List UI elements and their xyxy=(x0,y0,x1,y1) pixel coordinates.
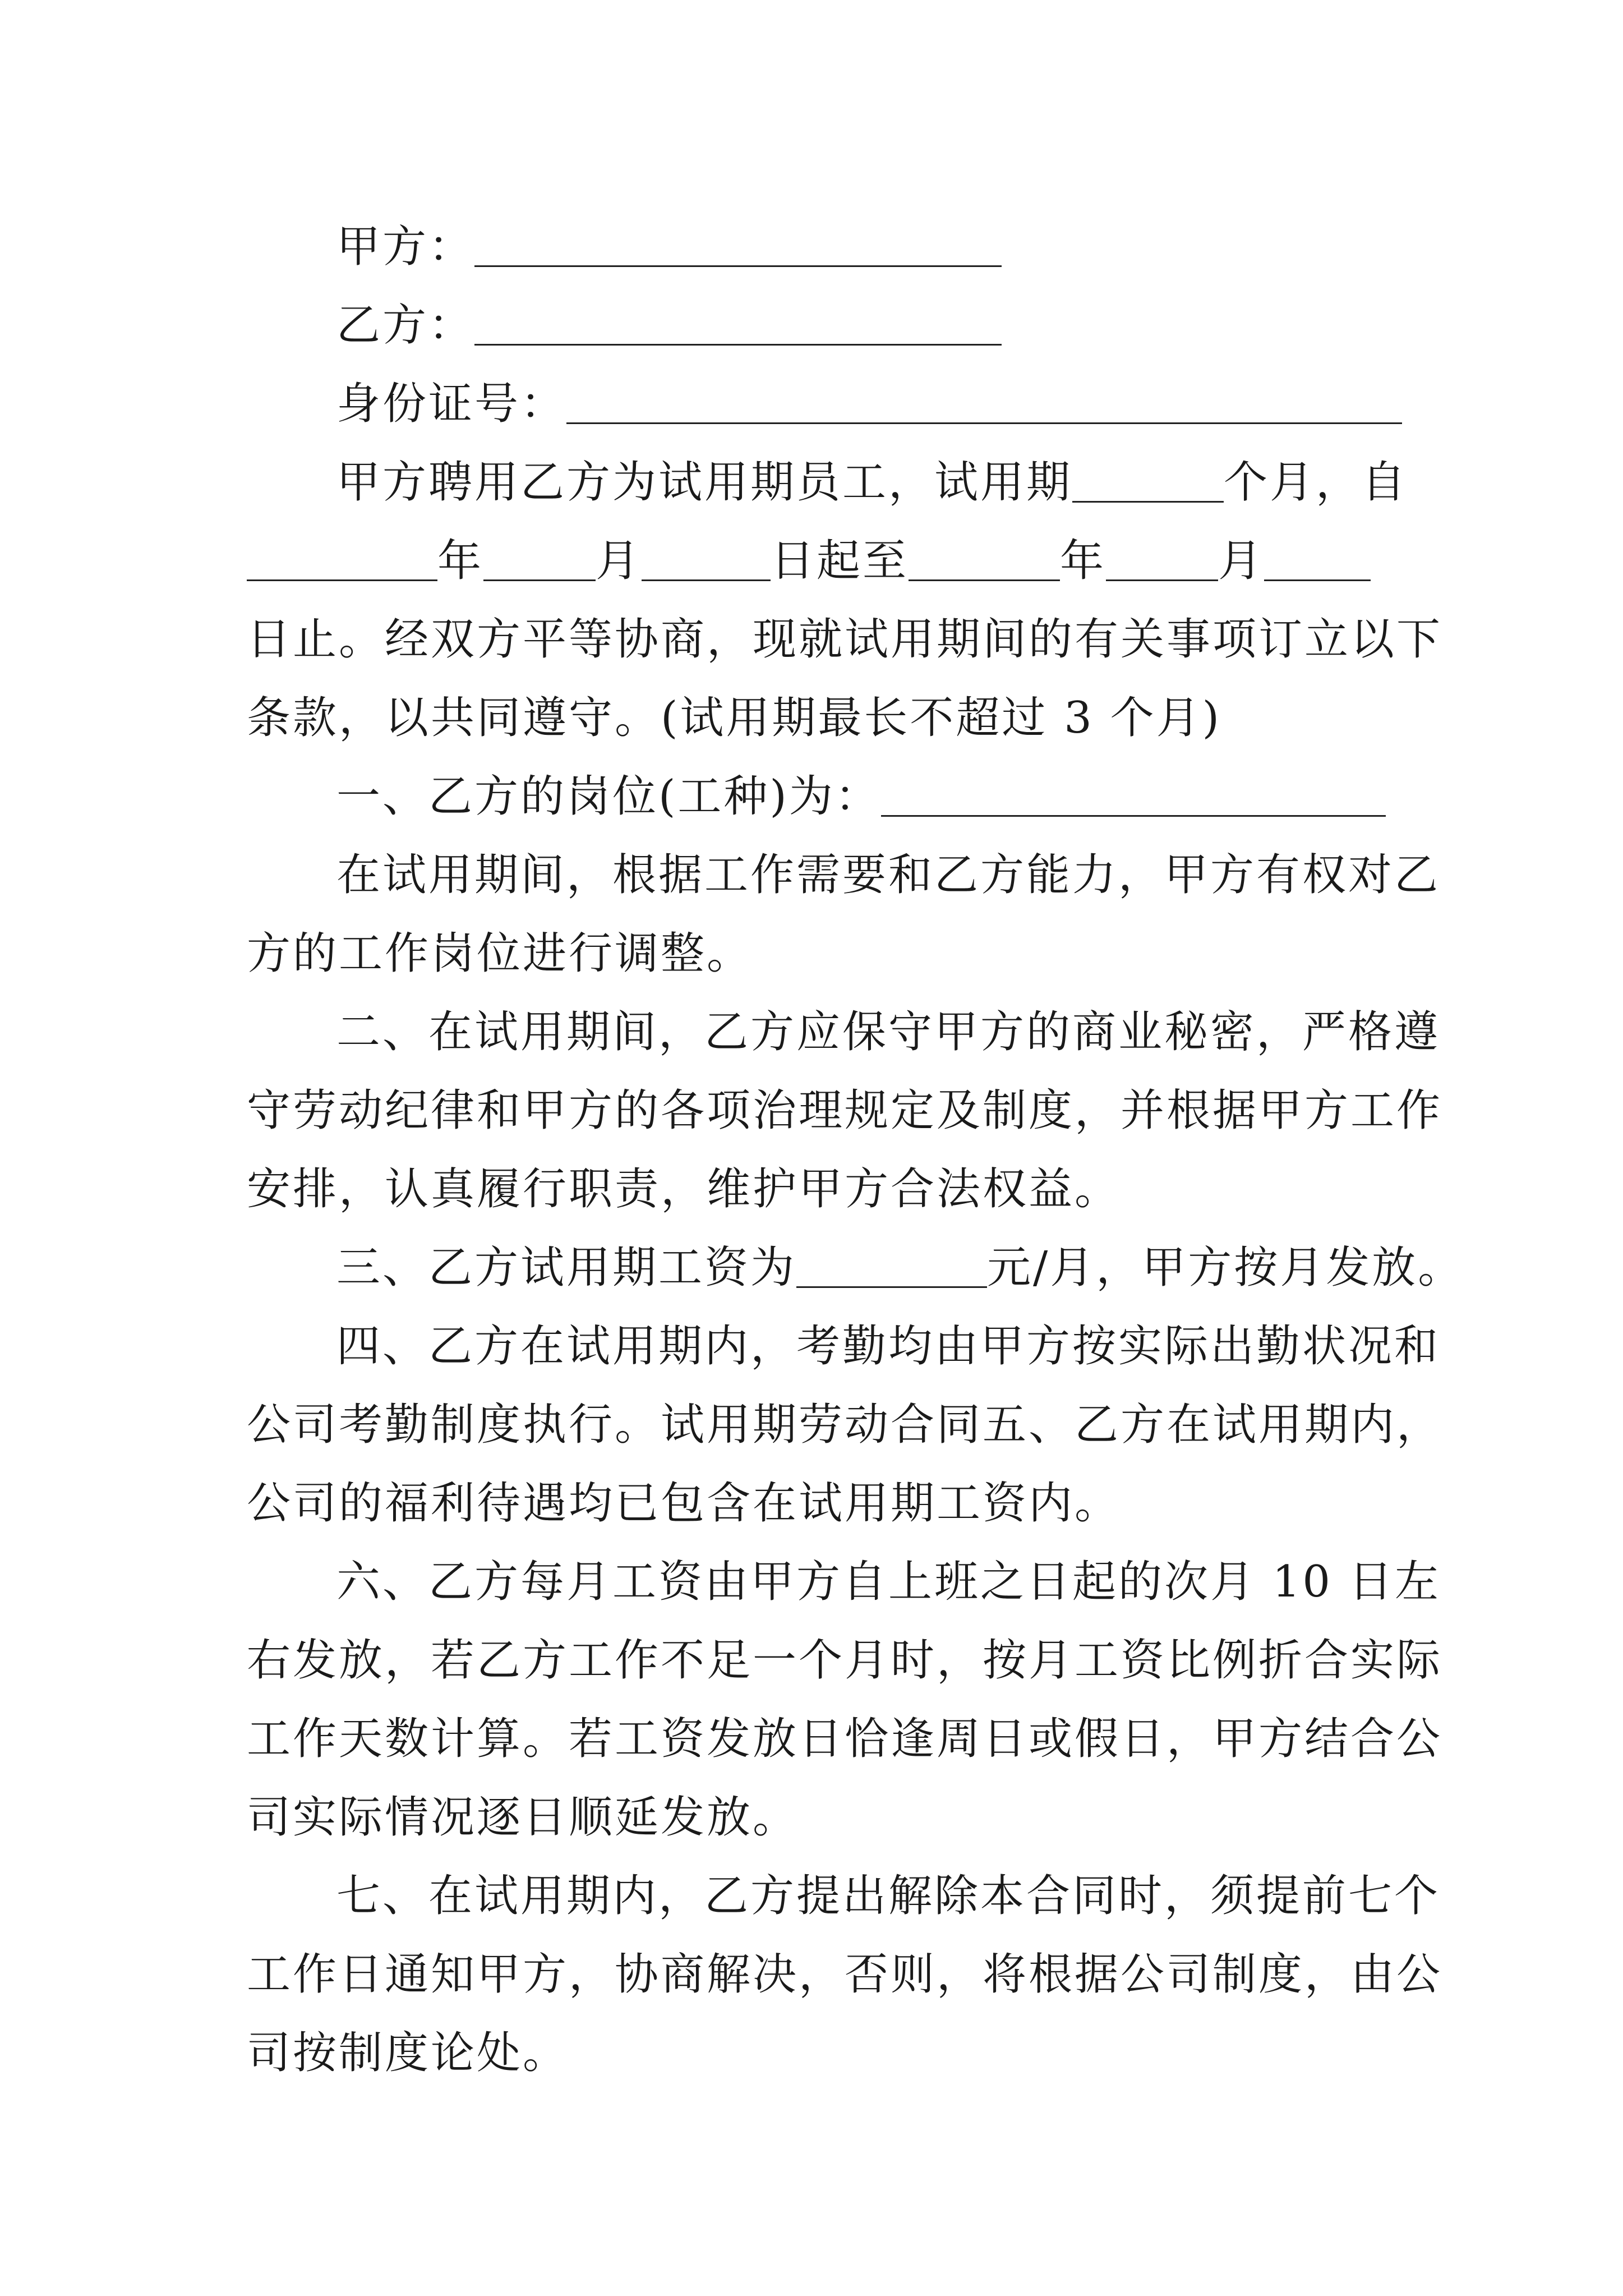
trial-months-blank[interactable] xyxy=(1072,452,1224,503)
clause-1-line-1: 在试用期间，根据工作需要和乙方能力，甲方有权对乙 xyxy=(336,850,1441,900)
year-label: 年 xyxy=(1060,536,1106,586)
id-number-row xyxy=(336,362,1475,446)
salary-blank[interactable] xyxy=(796,1237,987,1288)
clause-3-suffix: 元/月，甲方按月发放。 xyxy=(987,1243,1464,1293)
intro-line-4: 条款，以共同遵守。(试用期最长不超过 3 个月) xyxy=(247,693,1222,743)
year-label: 年 xyxy=(437,536,484,586)
intro-text: 个月，自 xyxy=(1224,457,1408,508)
clause-2-line-1: 二、在试用期间，乙方应保守甲方的商业秘密，严格遵 xyxy=(336,1007,1441,1057)
party-a-row xyxy=(336,205,1475,289)
start-year-blank[interactable] xyxy=(247,530,437,581)
clause-3-row xyxy=(336,1226,1475,1310)
clause-6-line-4: 司实际情况逐日顺延发放。 xyxy=(247,1792,799,1843)
party-b-blank[interactable] xyxy=(474,295,1002,346)
clause-1-line-2: 方的工作岗位进行调整。 xyxy=(247,928,753,979)
clause-6-line-1: 六、乙方每月工资由甲方自上班之日起的次月 10 日左 xyxy=(336,1557,1441,1607)
intro-line-1 xyxy=(336,440,1475,524)
id-number-label: 身份证号： xyxy=(336,379,567,429)
party-b-label: 乙方： xyxy=(336,300,475,351)
month-label: 月 xyxy=(596,536,642,586)
day-from-label: 日起至 xyxy=(771,536,909,586)
clause-7-line-2: 工作日通知甲方，协商解决，否则，将根据公司制度，由公 xyxy=(247,1949,1443,2000)
clause-4-line-3: 公司的福利待遇均已包含在试用期工资内。 xyxy=(247,1478,1121,1529)
intro-line-3: 日止。经双方平等协商，现就试用期间的有关事项订立以下 xyxy=(247,614,1443,665)
start-month-blank[interactable] xyxy=(483,530,596,581)
clause-2-line-2: 守劳动纪律和甲方的各项治理规定及制度，并根据甲方工作 xyxy=(247,1085,1443,1136)
intro-line-2 xyxy=(247,519,1385,603)
party-a-blank[interactable] xyxy=(474,216,1002,267)
clause-4-line-2: 公司考勤制度执行。试用期劳动合同五、乙方在试用期内， xyxy=(247,1400,1443,1450)
clause-2-line-3: 安排，认真履行职责，维护甲方合法权益。 xyxy=(247,1164,1121,1214)
clause-7-line-3: 司按制度论处。 xyxy=(247,2028,569,2078)
end-year-blank[interactable] xyxy=(909,530,1060,581)
month-label: 月 xyxy=(1218,536,1265,586)
clause-3-prefix: 三、乙方试用期工资为 xyxy=(336,1243,797,1293)
clause-6-line-3: 工作天数计算。若工资发放日恰逢周日或假日，甲方结合公 xyxy=(247,1714,1443,1764)
end-day-blank[interactable] xyxy=(1264,530,1371,581)
intro-text: 甲方聘用乙方为试用期员工，试用期 xyxy=(336,457,1073,508)
party-a-label: 甲方： xyxy=(336,222,475,272)
end-month-blank[interactable] xyxy=(1106,530,1218,581)
clause-6-line-2: 右发放，若乙方工作不足一个月时，按月工资比例折合实际 xyxy=(247,1635,1443,1686)
clause-1-label: 一、乙方的岗位(工种)为： xyxy=(336,771,881,822)
position-blank[interactable] xyxy=(881,766,1386,817)
clause-7-line-1: 七、在试用期内，乙方提出解除本合同时，须提前七个 xyxy=(336,1871,1441,1921)
party-b-row xyxy=(336,283,1475,367)
clause-4-line-1: 四、乙方在试用期内，考勤均由甲方按实际出勤状况和 xyxy=(336,1321,1441,1372)
id-number-blank[interactable] xyxy=(566,373,1402,424)
start-day-blank[interactable] xyxy=(642,530,771,581)
clause-1-title-row xyxy=(336,754,1475,839)
